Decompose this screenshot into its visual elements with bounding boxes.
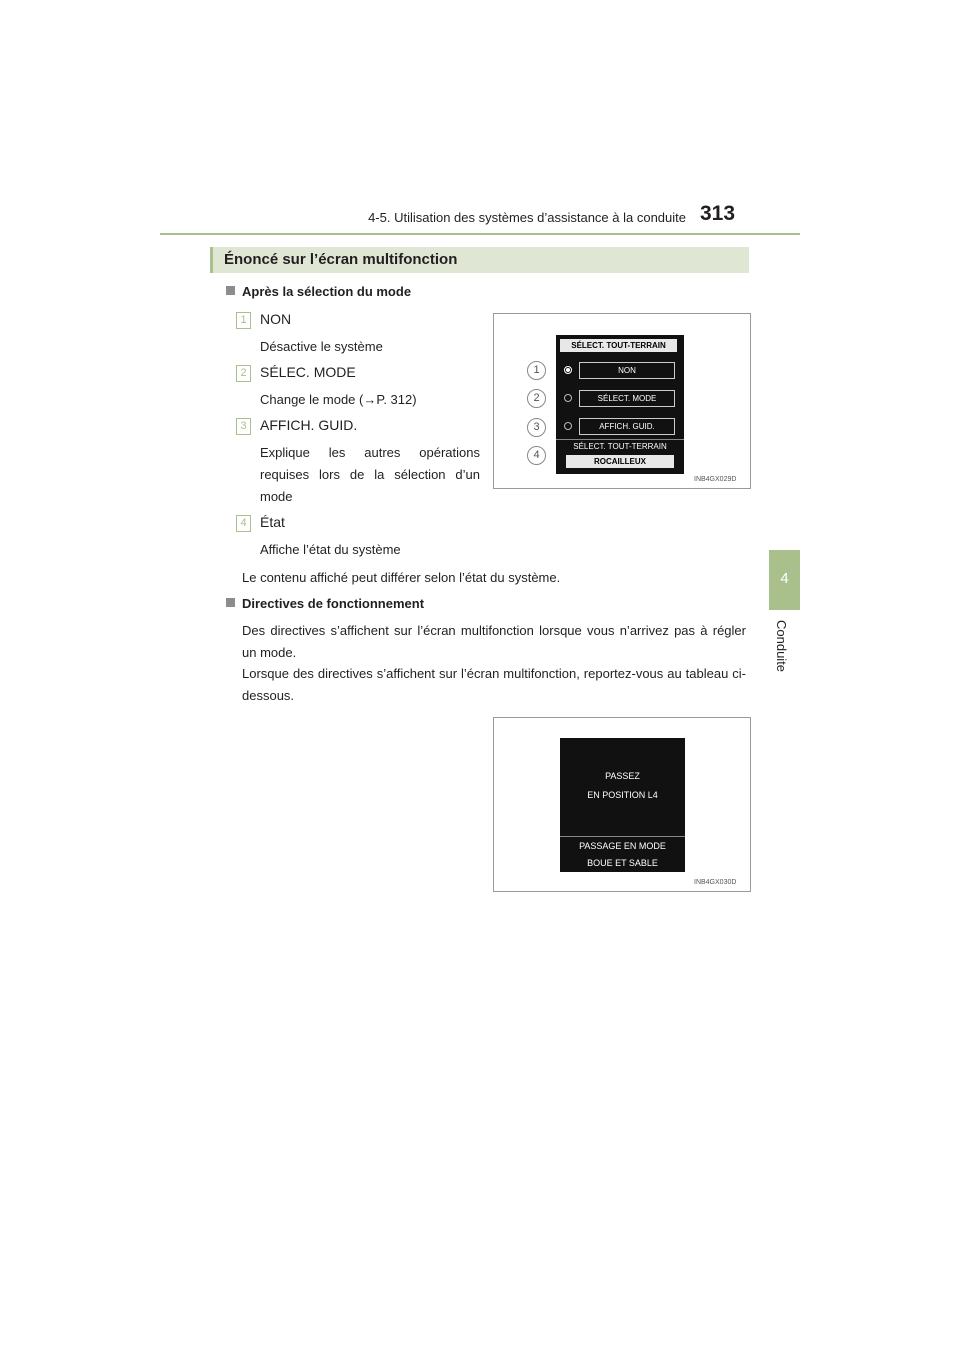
callout-4: 4 bbox=[527, 446, 546, 465]
item-title-3: AFFICH. GUID. bbox=[260, 417, 358, 433]
option-non: NON bbox=[579, 362, 675, 379]
item-number-3: 3 bbox=[236, 418, 251, 435]
callout-3: 3 bbox=[527, 418, 546, 437]
radio-icon bbox=[564, 422, 572, 430]
item-title-4: État bbox=[260, 514, 285, 530]
selected-radio-icon bbox=[564, 366, 572, 374]
display-screen bbox=[556, 335, 684, 474]
screen-title: SÉLECT. TOUT-TERRAIN bbox=[560, 339, 677, 352]
item-number-2: 2 bbox=[236, 365, 251, 382]
square-bullet-icon bbox=[226, 286, 235, 295]
guidance-paragraph-1: Des directives s’affichent sur l’écran multifonction lorsque vous n’arrivez pas à régler un mode. bbox=[242, 623, 746, 660]
item-number-4: 4 bbox=[236, 515, 251, 532]
subheading-guidance: Directives de fonctionnement bbox=[226, 596, 424, 611]
item-desc-1: Désactive le système bbox=[260, 339, 383, 354]
option-guidance: AFFICH. GUID. bbox=[579, 418, 675, 435]
item-desc-4: Affiche l’état du système bbox=[260, 542, 401, 557]
chapter-tab-label: Conduite bbox=[774, 620, 789, 673]
subheading-mode-selection: Après la sélection du mode bbox=[226, 284, 411, 299]
callout-2: 2 bbox=[527, 389, 546, 408]
item-desc-2: Change le mode (→P. 312) bbox=[260, 392, 417, 407]
mode-note: Le contenu affiché peut différer selon l’état du système. bbox=[242, 570, 561, 585]
guidance-line-3: PASSAGE EN MODE bbox=[579, 841, 666, 851]
guidance-line-4: BOUE ET SABLE bbox=[587, 858, 658, 868]
figure-mode-screen bbox=[493, 313, 751, 489]
square-bullet-icon bbox=[226, 598, 235, 607]
callout-1: 1 bbox=[527, 361, 546, 380]
header-rule bbox=[160, 233, 800, 235]
guidance-line-1: PASSEZ bbox=[605, 771, 640, 781]
guidance-line-2: EN POSITION L4 bbox=[587, 790, 658, 800]
chapter-tab: 4 bbox=[769, 550, 800, 610]
section-heading: Énoncé sur l’écran multifonction bbox=[210, 247, 749, 273]
item-title-2: SÉLEC. MODE bbox=[260, 364, 356, 380]
item-number-1: 1 bbox=[236, 312, 251, 329]
guidance-paragraph-2: Lorsque des directives s’affichent sur l’écran multifonction, reportez-vous au tableau ci-dessous. bbox=[242, 666, 746, 703]
status-value: ROCAILLEUX bbox=[566, 455, 674, 468]
page-number: 313 bbox=[700, 202, 736, 225]
option-select-mode: SÉLECT. MODE bbox=[579, 390, 675, 407]
figure-guidance-screen bbox=[493, 717, 751, 892]
radio-icon bbox=[564, 394, 572, 402]
figure-code: INB4GX030D bbox=[694, 879, 737, 886]
display-screen bbox=[560, 738, 685, 872]
item-desc-3: Explique les autres opérations requises lors de la sélection d’un mode bbox=[260, 445, 480, 504]
item-title-1: NON bbox=[260, 311, 292, 327]
status-title: SÉLECT. TOUT-TERRAIN bbox=[573, 442, 667, 451]
figure-code: INB4GX029D bbox=[694, 476, 737, 483]
chapter-title: 4-5. Utilisation des systèmes d’assistance à la conduite bbox=[368, 210, 686, 225]
